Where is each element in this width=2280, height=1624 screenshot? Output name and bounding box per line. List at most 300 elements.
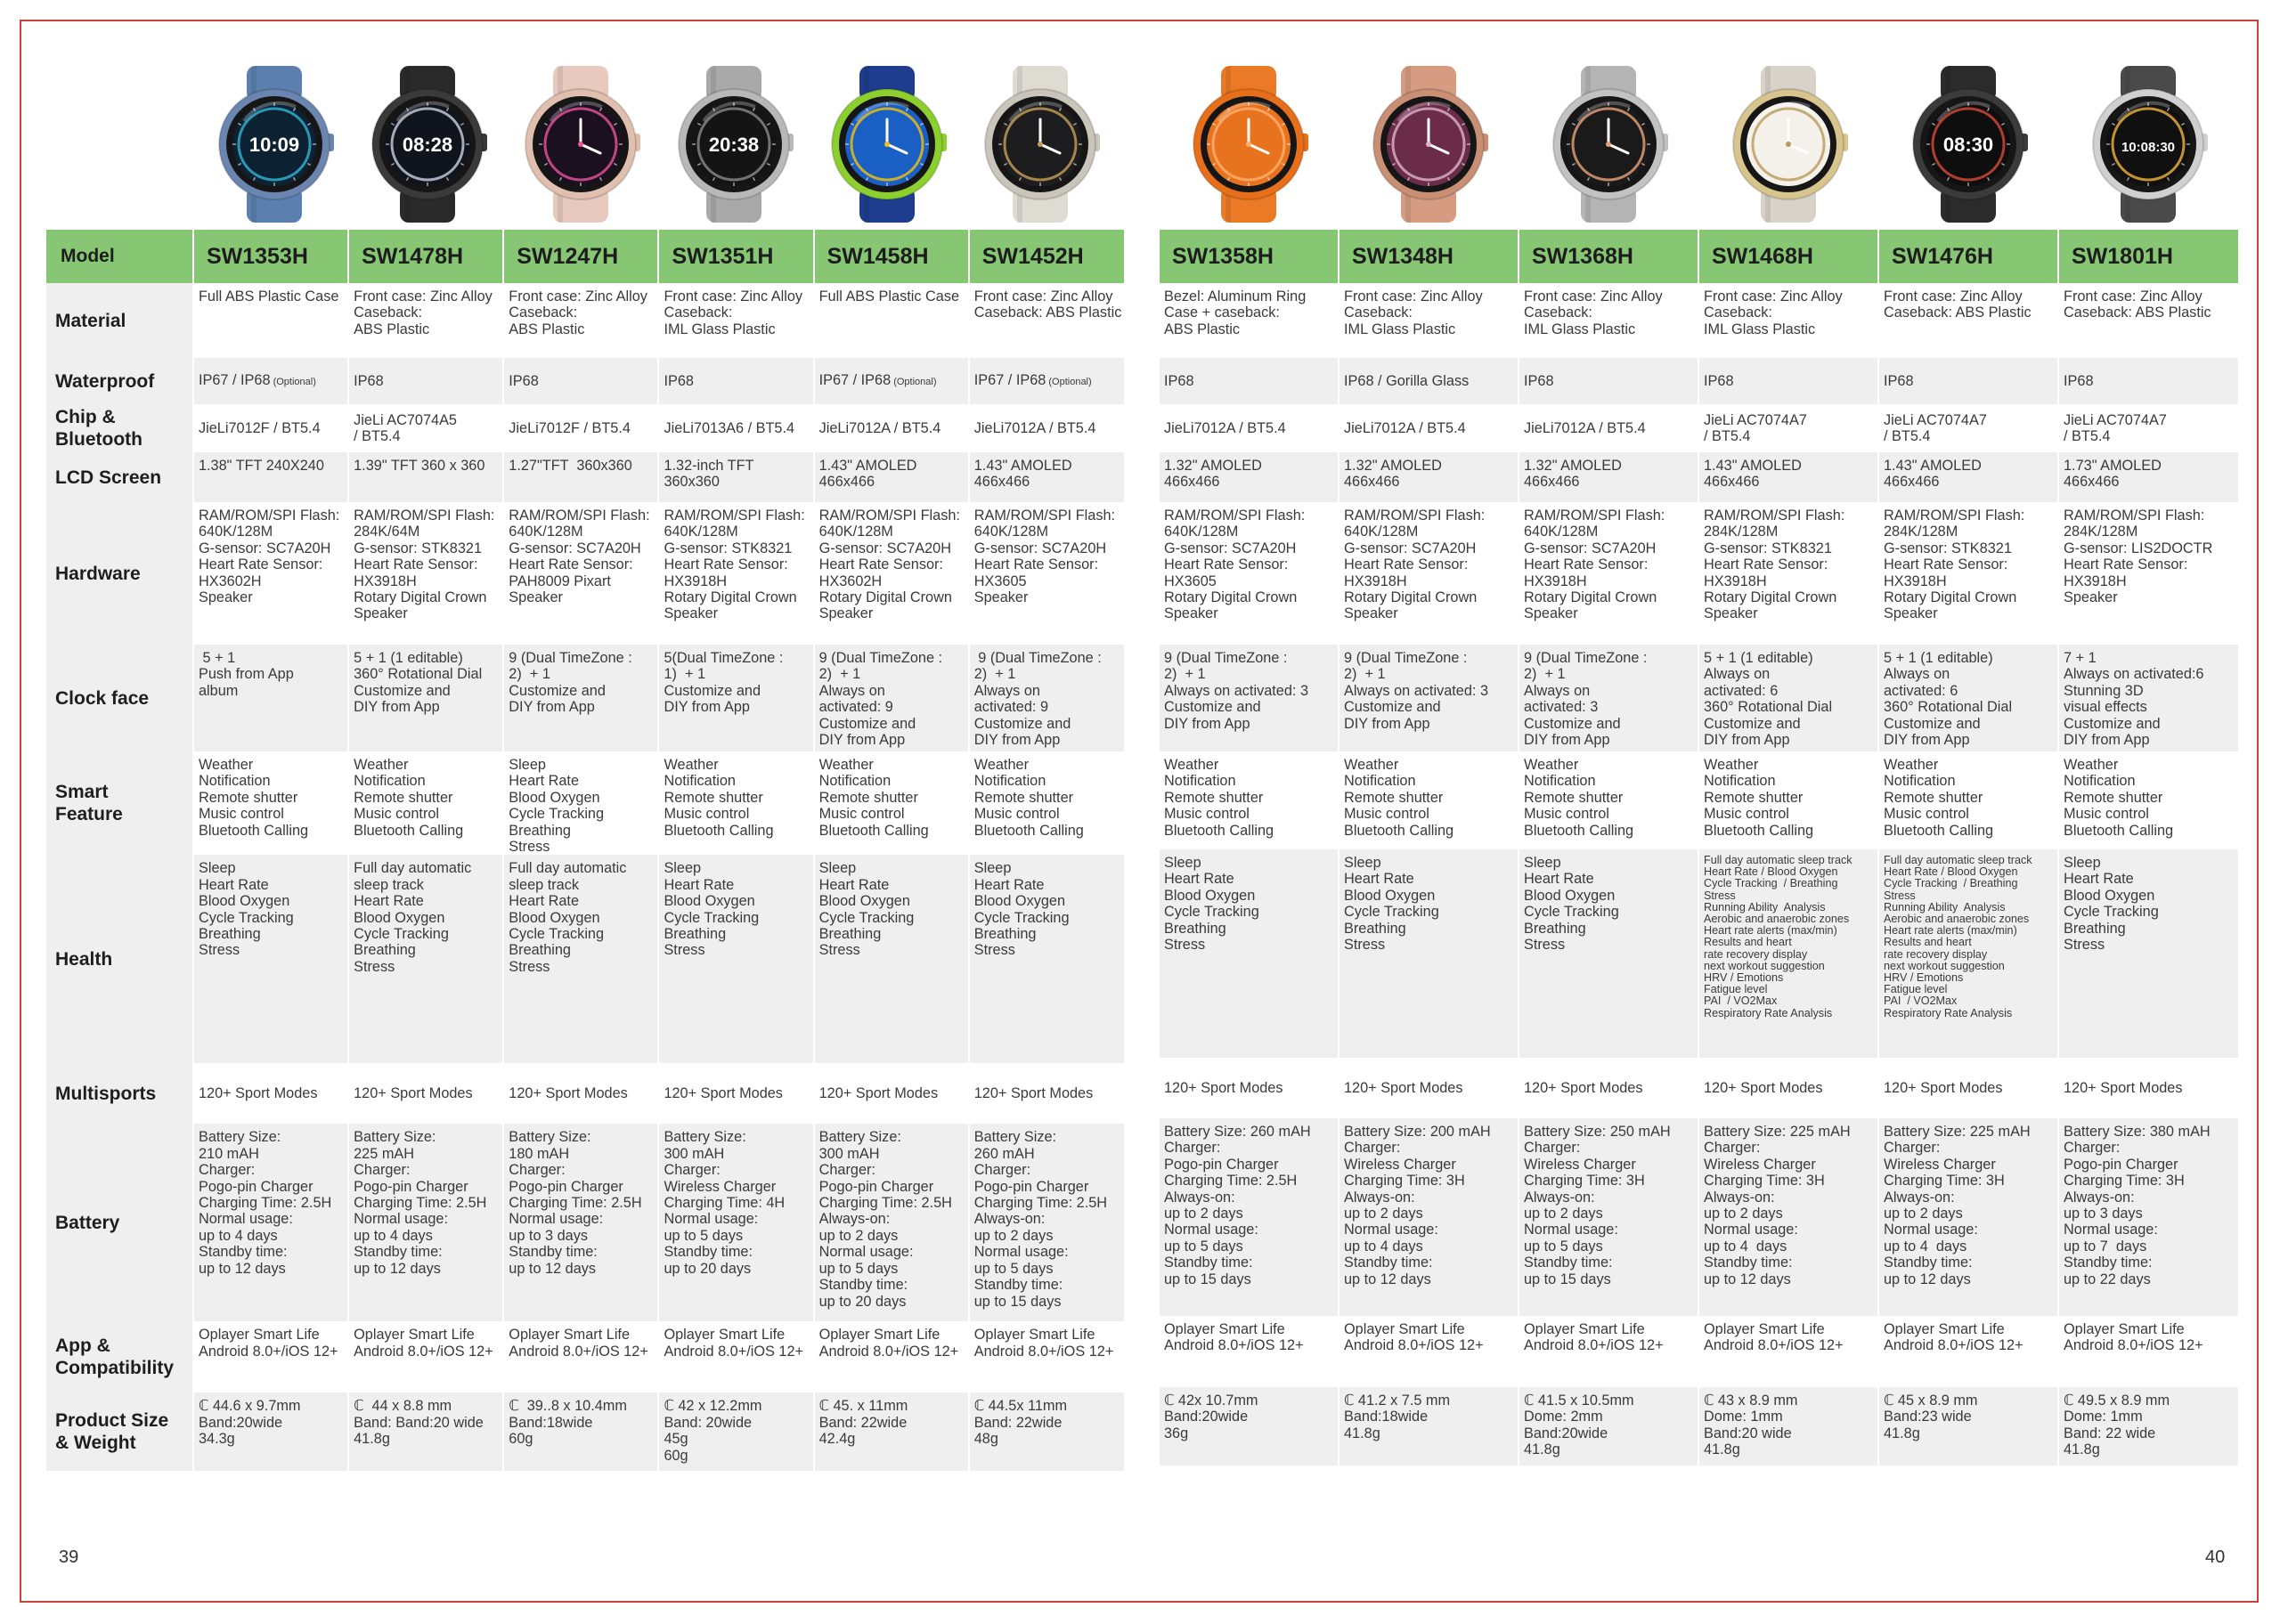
spec-app-compatibility-sw1247h (503, 1321, 658, 1393)
spec-hardware-sw1458h (814, 502, 969, 645)
spec-waterproof-sw1452h (969, 358, 1124, 404)
spec-material-sw1468h (1698, 283, 1878, 358)
spec-value: 120+ Sport Modes (818, 1085, 939, 1102)
spec-value: 1.73" AMOLED 466x466 (2064, 458, 2162, 491)
spec-value: IP67 / IP68 (973, 371, 1046, 388)
spec-table-right (1158, 230, 2238, 1466)
watch-illustration (1892, 66, 2043, 223)
spec-value: Battery Size: 260 mAH Charger: Pogo-pin Charger Charging Time: 2.5H Always-on: up to 2 days Normal usage: up to 5 days Standby time: up to 15 days (973, 1129, 1108, 1310)
spec-waterproof-sw1351h (658, 358, 813, 404)
watch-image-sw1801h (2072, 66, 2223, 223)
spec-value: 120+ Sport Modes (1164, 1079, 1283, 1096)
spec-clock-face-sw1358h (1159, 645, 1339, 751)
spec-value: IP67 / IP68 (198, 371, 271, 388)
spec-value: 1.39" TFT 360 x 360 (354, 458, 485, 474)
spec-value: 9 (Dual TimeZone : 2) + 1 Always on activated: 9 Customize and DIY from App (818, 650, 943, 749)
watch-face-time: 10:09 (248, 134, 300, 156)
spec-value: JieLi7012F / BT5.4 (509, 419, 631, 436)
spec-value: ℂ 42x 10.7mm Band:20wide 36g (1164, 1393, 1258, 1441)
spec-value: 9 (Dual TimeZone : 2) + 1 Customize and DIY from App (509, 650, 632, 716)
spec-material-sw1476h (1878, 283, 2058, 358)
spec-hardware-sw1468h (1698, 502, 1878, 645)
spec-value: Battery Size: 210 mAH Charger: Pogo-pin Charger Charging Time: 2.5H Normal usage: up to 4 days Standby time: up to 12 days (198, 1129, 332, 1277)
spec-hardware-sw1368h (1519, 502, 1698, 645)
spec-value: JieLi7012A / BT5.4 (1524, 419, 1646, 436)
spec-value: ℂ 43 x 8.9 mm Dome: 1mm Band:20 wide 41.8g (1704, 1393, 1798, 1458)
spec-value: Oplayer Smart Life Android 8.0+/iOS 12+ (509, 1327, 648, 1360)
spec-multisports-sw1348h (1339, 1058, 1519, 1118)
spec-value: RAM/ROM/SPI Flash: 640K/128M G-sensor: SC7A20H Heart Rate Sensor: HX3605 Rotary Digital Crown Speaker (1164, 508, 1306, 622)
watch-illustration (2072, 66, 2223, 223)
spec-chip-bluetooth-sw1478h (348, 404, 503, 452)
spec-battery-sw1353h (193, 1124, 348, 1321)
watch-image-sw1458h (810, 66, 962, 223)
spec-value: Oplayer Smart Life Android 8.0+/iOS 12+ (1524, 1321, 1664, 1354)
spec-smart-feature-sw1348h (1339, 751, 1519, 849)
spec-hardware-sw1247h (503, 502, 658, 645)
spec-smart-feature-sw1358h (1159, 751, 1339, 849)
spec-value: JieLi AC7074A7 / BT5.4 (2064, 411, 2167, 444)
watch-image-sw1476h (1892, 66, 2043, 223)
row-label-app-compatibility: App & Compatibility (45, 1321, 193, 1393)
spec-value: JieLi7012A / BT5.4 (973, 419, 1096, 436)
spec-lcd-screen-sw1368h (1519, 452, 1698, 502)
spec-battery-sw1468h (1698, 1118, 1878, 1316)
spec-value: Battery Size: 250 mAH Charger: Wireless Charger Charging Time: 3H Always-on: up to 2 days Normal usage: up to 5 days Standby time: up to 15 days (1524, 1124, 1671, 1287)
spec-value: 1.32" AMOLED 466x466 (1524, 458, 1622, 491)
spec-value: Front case: Zinc Alloy Caseback: ABS Plastic (354, 288, 493, 337)
spec-waterproof-sw1476h (1878, 358, 2058, 404)
spec-material-sw1358h (1159, 283, 1339, 358)
spec-material-sw1353h (193, 283, 348, 358)
spec-value: 1.27"TFT 360x360 (509, 458, 632, 474)
spec-app-compatibility-sw1452h (969, 1321, 1124, 1393)
watch-illustration (1532, 66, 1683, 223)
spec-value: Weather Notification Remote shutter Music control Bluetooth Calling (2064, 757, 2174, 839)
spec-value: Weather Notification Remote shutter Music control Bluetooth Calling (1704, 757, 1814, 839)
spec-value: Battery Size: 225 mAH Charger: Wireless Charger Charging Time: 3H Always-on: up to 2 days Normal usage: up to 4 days Standby time: up to 12 days (1704, 1124, 1851, 1287)
spec-material-sw1458h (814, 283, 969, 358)
spec-app-compatibility-sw1468h (1698, 1316, 1878, 1387)
spec-lcd-screen-sw1358h (1159, 452, 1339, 502)
spec-value: JieLi AC7074A7 / BT5.4 (1884, 411, 1987, 444)
spec-value: ℂ 45 x 8.9 mm Band:23 wide 41.8g (1884, 1393, 1978, 1441)
model-name-sw1476h: SW1476H (1878, 230, 2058, 283)
spec-clock-face-sw1452h (969, 645, 1124, 751)
model-name-sw1478h: SW1478H (348, 230, 503, 283)
spec-lcd-screen-sw1478h (348, 452, 503, 502)
spec-app-compatibility-sw1476h (1878, 1316, 2058, 1387)
spec-material-sw1478h (348, 283, 503, 358)
spec-chip-bluetooth-sw1247h (503, 404, 658, 452)
spec-value: 120+ Sport Modes (664, 1085, 783, 1102)
spec-multisports-sw1476h (1878, 1058, 2058, 1118)
spec-smart-feature-sw1468h (1698, 751, 1878, 849)
watch-illustration (351, 66, 502, 223)
waterproof-optional-note: (Optional) (270, 376, 316, 387)
spec-value: Full day automatic sleep track Heart Rate Blood Oxygen Cycle Tracking Breathing Stress (354, 860, 472, 975)
spec-value: IP68 (1884, 372, 1914, 389)
spec-health-sw1478h (348, 855, 503, 1063)
spec-battery-sw1452h (969, 1124, 1124, 1321)
spec-value: 5 + 1 (1 editable) Always on activated: 6 360° Rotational Dial Customize and DIY from App (1884, 650, 2013, 749)
spec-hardware-sw1476h (1878, 502, 2058, 645)
spec-smart-feature-sw1476h (1878, 751, 2058, 849)
spec-value: Front case: Zinc Alloy Caseback: IML Glass Plastic (664, 288, 803, 337)
spec-value: Full day automatic sleep track Heart Rate / Blood Oxygen Cycle Tracking / Breathing Stress Running Ability Analysis Aerobic and anaerobic zones Heart rate alerts (max/min) Results and heart rate recovery display next workout suggestion HRV / Emotions Fatigue level PAI / VO2Max Respiratory Rate Analysis (1884, 854, 2032, 1019)
spec-value: RAM/ROM/SPI Flash: 284K/128M G-sensor: STK8321 Heart Rate Sensor: HX3918H Rotary Digital Crown Speaker (1704, 508, 1845, 622)
spec-multisports-sw1452h (969, 1063, 1124, 1124)
spec-battery-sw1458h (814, 1124, 969, 1321)
spec-battery-sw1247h (503, 1124, 658, 1321)
spec-value: Weather Notification Remote shutter Music control Bluetooth Calling (818, 757, 929, 839)
spec-lcd-screen-sw1801h (2058, 452, 2238, 502)
spec-lcd-screen-sw1351h (658, 452, 813, 502)
spec-value: IP68 (1164, 372, 1194, 389)
spec-product-size-weight-sw1452h (969, 1393, 1124, 1471)
spec-value: IP68 (664, 372, 694, 389)
spec-value: JieLi AC7074A7 / BT5.4 (1704, 411, 1807, 444)
model-name-sw1353h: SW1353H (193, 230, 348, 283)
spec-lcd-screen-sw1247h (503, 452, 658, 502)
spec-value: Sleep Heart Rate Blood Oxygen Cycle Tracking Breathing Stress (2064, 855, 2159, 954)
spec-value: IP68 / Gorilla Glass (1344, 372, 1470, 389)
spec-value: Oplayer Smart Life Android 8.0+/iOS 12+ (664, 1327, 804, 1360)
spec-value: Front case: Zinc Alloy Caseback: ABS Plastic (509, 288, 647, 337)
spec-multisports-sw1351h (658, 1063, 813, 1124)
page-number-right: 40 (2205, 1547, 2226, 1567)
spec-health-sw1476h (1878, 849, 2058, 1058)
spec-value: IP68 (509, 372, 539, 389)
spec-value: JieLi7012A / BT5.4 (1164, 419, 1286, 436)
spec-value: Front case: Zinc Alloy Caseback: ABS Plastic (2064, 288, 2211, 321)
model-name-sw1452h: SW1452H (969, 230, 1124, 283)
spec-battery-sw1478h (348, 1124, 503, 1321)
spec-value: JieLi7012A / BT5.4 (1344, 419, 1466, 436)
spec-chip-bluetooth-sw1476h (1878, 404, 2058, 452)
spec-lcd-screen-sw1348h (1339, 452, 1519, 502)
spec-value: 1.43" AMOLED 466x466 (1704, 458, 1802, 491)
spec-product-size-weight-sw1458h (814, 1393, 969, 1471)
spec-value: Full ABS Plastic Case (198, 288, 339, 304)
spec-health-sw1452h (969, 855, 1124, 1063)
spec-app-compatibility-sw1801h (2058, 1316, 2238, 1387)
spec-material-sw1351h (658, 283, 813, 358)
spec-material-sw1452h (969, 283, 1124, 358)
spec-value: Battery Size: 225 mAH Charger: Wireless Charger Charging Time: 3H Always-on: up to 2 days Normal usage: up to 4 days Standby time: up to 12 days (1884, 1124, 2031, 1287)
spec-multisports-sw1801h (2058, 1058, 2238, 1118)
spec-material-sw1801h (2058, 283, 2238, 358)
spec-chip-bluetooth-sw1358h (1159, 404, 1339, 452)
spec-value: RAM/ROM/SPI Flash: 640K/128M G-sensor: SC7A20H Heart Rate Sensor: HX3602H Speaker (198, 508, 340, 606)
spec-chip-bluetooth-sw1348h (1339, 404, 1519, 452)
spec-value: Front case: Zinc Alloy Caseback: IML Glass Plastic (1704, 288, 1843, 337)
watch-illustration (1172, 66, 1323, 223)
row-label-clock-face: Clock face (45, 645, 193, 751)
spec-smart-feature-sw1452h (969, 751, 1124, 855)
spec-app-compatibility-sw1478h (348, 1321, 503, 1393)
model-name-sw1351h: SW1351H (658, 230, 813, 283)
spec-value: Sleep Heart Rate Blood Oxygen Cycle Tracking Breathing Stress (973, 860, 1070, 959)
spec-value: Battery Size: 260 mAH Charger: Pogo-pin Charger Charging Time: 2.5H Always-on: up to 2 days Normal usage: up to 5 days Standby time: up to 15 days (1164, 1124, 1311, 1287)
spec-value: 120+ Sport Modes (354, 1085, 473, 1102)
spec-health-sw1351h (658, 855, 813, 1063)
spec-waterproof-sw1458h (814, 358, 969, 404)
spec-clock-face-sw1348h (1339, 645, 1519, 751)
spec-waterproof-sw1478h (348, 358, 503, 404)
spec-hardware-sw1801h (2058, 502, 2238, 645)
spec-value: IP68 (1704, 372, 1734, 389)
spec-clock-face-sw1801h (2058, 645, 2238, 751)
spec-hardware-sw1358h (1159, 502, 1339, 645)
waterproof-optional-note: (Optional) (891, 376, 937, 387)
watch-image-sw1348h (1352, 66, 1503, 223)
spec-value: 1.43" AMOLED 466x466 (818, 458, 917, 491)
spec-value: RAM/ROM/SPI Flash: 640K/128M G-sensor: STK8321 Heart Rate Sensor: HX3918H Rotary Digital Crown Speaker (664, 508, 805, 622)
watch-image-sw1368h (1532, 66, 1683, 223)
spec-health-sw1801h (2058, 849, 2238, 1058)
spec-battery-sw1476h (1878, 1118, 2058, 1316)
spec-multisports-sw1353h (193, 1063, 348, 1124)
spec-health-sw1348h (1339, 849, 1519, 1058)
spec-product-size-weight-sw1353h (193, 1393, 348, 1471)
spec-value: JieLi7012A / BT5.4 (818, 419, 941, 436)
model-name-sw1358h: SW1358H (1159, 230, 1339, 283)
spec-value: 120+ Sport Modes (509, 1085, 628, 1102)
spec-clock-face-sw1476h (1878, 645, 2058, 751)
spec-value: RAM/ROM/SPI Flash: 284K/128M G-sensor: LIS2DOCTR Heart Rate Sensor: HX3918H Speaker (2064, 508, 2213, 606)
spec-value: 9 (Dual TimeZone : 2) + 1 Always on activated: 3 Customize and DIY from App (1344, 650, 1488, 732)
spec-value: Weather Notification Remote shutter Music control Bluetooth Calling (1344, 757, 1454, 839)
spec-clock-face-sw1368h (1519, 645, 1698, 751)
spec-value: 7 + 1 Always on activated:6 Stunning 3D visual effects Customize and DIY from App (2064, 650, 2204, 749)
spec-value: Oplayer Smart Life Android 8.0+/iOS 12+ (2064, 1321, 2203, 1354)
spec-value: Front case: Zinc Alloy Caseback: IML Glass Plastic (1344, 288, 1483, 337)
spec-value: Oplayer Smart Life Android 8.0+/iOS 12+ (973, 1327, 1114, 1360)
spec-value: Oplayer Smart Life Android 8.0+/iOS 12+ (1704, 1321, 1844, 1354)
spec-multisports-sw1458h (814, 1063, 969, 1124)
row-label-lcd-screen: LCD Screen (45, 452, 193, 502)
spec-value: 1.32-inch TFT 360x360 (664, 458, 754, 491)
spec-health-sw1247h (503, 855, 658, 1063)
spec-value: Sleep Heart Rate Blood Oxygen Cycle Tracking Breathing Stress (1344, 855, 1439, 954)
model-name-sw1368h: SW1368H (1519, 230, 1698, 283)
spec-value: 9 (Dual TimeZone : 2) + 1 Always on activated: 3 Customize and DIY from App (1164, 650, 1308, 732)
spec-value: 120+ Sport Modes (1884, 1079, 2003, 1096)
spec-product-size-weight-sw1476h (1878, 1387, 2058, 1466)
spec-chip-bluetooth-sw1468h (1698, 404, 1878, 452)
spec-app-compatibility-sw1458h (814, 1321, 969, 1393)
model-row-header: Model (45, 230, 193, 283)
watch-image-sw1247h (504, 66, 656, 223)
spec-waterproof-sw1368h (1519, 358, 1698, 404)
spec-value: Oplayer Smart Life Android 8.0+/iOS 12+ (354, 1327, 493, 1360)
spec-value: Sleep Heart Rate Blood Oxygen Cycle Tracking Breathing Stress (1524, 855, 1619, 954)
spec-clock-face-sw1468h (1698, 645, 1878, 751)
spec-value: 120+ Sport Modes (1524, 1079, 1643, 1096)
spec-value: Full day automatic sleep track Heart Rate / Blood Oxygen Cycle Tracking / Breathing Stress Running Ability Analysis Aerobic and anaerobic zones Heart rate alerts (max/min) Results and heart rate recovery display next workout suggestion HRV / Emotions Fatigue level PAI / VO2Max Respiratory Rate Analysis (1704, 854, 1852, 1019)
watch-illustration (964, 66, 1115, 223)
spec-value: Bezel: Aluminum Ring Case + caseback: ABS Plastic (1164, 288, 1307, 337)
spec-value: ℂ 42 x 12.2mm Band: 20wide 45g 60g (664, 1398, 762, 1464)
spec-chip-bluetooth-sw1452h (969, 404, 1124, 452)
spec-hardware-sw1348h (1339, 502, 1519, 645)
spec-value: Weather Notification Remote shutter Music control Bluetooth Calling (973, 757, 1084, 839)
spec-value: Battery Size: 225 mAH Charger: Pogo-pin Charger Charging Time: 2.5H Normal usage: up to 4 days Standby time: up to 12 days (354, 1129, 487, 1277)
spec-chip-bluetooth-sw1368h (1519, 404, 1698, 452)
spec-hardware-sw1353h (193, 502, 348, 645)
spec-waterproof-sw1247h (503, 358, 658, 404)
model-name-sw1468h: SW1468H (1698, 230, 1878, 283)
spec-smart-feature-sw1368h (1519, 751, 1698, 849)
spec-app-compatibility-sw1358h (1159, 1316, 1339, 1387)
spec-product-size-weight-sw1801h (2058, 1387, 2238, 1466)
waterproof-optional-note: (Optional) (1046, 376, 1092, 387)
watch-illustration (1352, 66, 1503, 223)
spec-battery-sw1801h (2058, 1118, 2238, 1316)
spec-value: RAM/ROM/SPI Flash: 640K/128M G-sensor: SC7A20H Heart Rate Sensor: HX3918H Rotary Digital Crown Speaker (1344, 508, 1486, 622)
watch-illustration (198, 66, 349, 223)
page-number-left: 39 (59, 1547, 79, 1567)
spec-value: 1.43" AMOLED 466x466 (1884, 458, 1982, 491)
spec-health-sw1458h (814, 855, 969, 1063)
model-name-sw1458h: SW1458H (814, 230, 969, 283)
spec-value: Weather Notification Remote shutter Music control Bluetooth Calling (1524, 757, 1634, 839)
spec-value: Sleep Heart Rate Blood Oxygen Cycle Tracking Breathing Stress (509, 757, 605, 856)
spec-waterproof-sw1353h (193, 358, 348, 404)
model-name-sw1801h: SW1801H (2058, 230, 2238, 283)
spec-hardware-sw1478h (348, 502, 503, 645)
spec-value: ℂ 41.2 x 7.5 mm Band:18wide 41.8g (1344, 1393, 1451, 1441)
spec-value: ℂ 41.5 x 10.5mm Dome: 2mm Band:20wide 41.8g (1524, 1393, 1634, 1458)
spec-product-size-weight-sw1468h (1698, 1387, 1878, 1466)
spec-value: Battery Size: 300 mAH Charger: Pogo-pin Charger Charging Time: 2.5H Always-on: up to 2 days Normal usage: up to 5 days Standby time: up to 20 days (818, 1129, 952, 1310)
spec-value: RAM/ROM/SPI Flash: 640K/128M G-sensor: SC7A20H Heart Rate Sensor: PAH8009 Pixart Speaker (509, 508, 650, 606)
spec-value: JieLi AC7074A5 / BT5.4 (354, 411, 457, 444)
spec-value: IP67 / IP68 (818, 371, 892, 388)
spec-app-compatibility-sw1368h (1519, 1316, 1698, 1387)
spec-value: RAM/ROM/SPI Flash: 284K/64M G-sensor: STK8321 Heart Rate Sensor: HX3918H Rotary Digital Crown Speaker (354, 508, 495, 622)
spec-clock-face-sw1458h (814, 645, 969, 751)
spec-product-size-weight-sw1247h (503, 1393, 658, 1471)
spec-waterproof-sw1348h (1339, 358, 1519, 404)
spec-value: 120+ Sport Modes (973, 1085, 1094, 1102)
spec-value: 1.38" TFT 240X240 (198, 458, 324, 474)
watch-image-sw1351h (657, 66, 809, 223)
watch-image-sw1478h (351, 66, 502, 223)
spec-chip-bluetooth-sw1801h (2058, 404, 2238, 452)
spec-table-left (45, 230, 1124, 1471)
row-label-health: Health (45, 855, 193, 1063)
spec-value: Full day automatic sleep track Heart Rate Blood Oxygen Cycle Tracking Breathing Stress (509, 860, 627, 975)
spec-value: Weather Notification Remote shutter Music control Bluetooth Calling (664, 757, 774, 839)
watch-face-time: 10:08:30 (2121, 140, 2176, 155)
spec-product-size-weight-sw1368h (1519, 1387, 1698, 1466)
model-name-sw1247h: SW1247H (503, 230, 658, 283)
spec-value: 5(Dual TimeZone : 1) + 1 Customize and DIY from App (664, 650, 784, 716)
spec-value: Weather Notification Remote shutter Music control Bluetooth Calling (198, 757, 309, 839)
spec-clock-face-sw1247h (503, 645, 658, 751)
spec-value: Sleep Heart Rate Blood Oxygen Cycle Tracking Breathing Stress (818, 860, 915, 959)
spec-battery-sw1368h (1519, 1118, 1698, 1316)
spec-value: ℂ 39..8 x 10.4mm Band:18wide 60g (509, 1398, 627, 1448)
spec-value: Battery Size: 200 mAH Charger: Wireless Charger Charging Time: 3H Always-on: up to 2 days Normal usage: up to 4 days Standby time: up to 12 days (1344, 1124, 1491, 1287)
spec-value: 120+ Sport Modes (198, 1085, 318, 1102)
spec-waterproof-sw1468h (1698, 358, 1878, 404)
spec-product-size-weight-sw1351h (658, 1393, 813, 1471)
spec-app-compatibility-sw1353h (193, 1321, 348, 1393)
spec-hardware-sw1452h (969, 502, 1124, 645)
watch-illustration (657, 66, 809, 223)
spec-value: RAM/ROM/SPI Flash: 640K/128M G-sensor: SC7A20H Heart Rate Sensor: HX3605 Speaker (973, 508, 1116, 606)
row-label-battery: Battery (45, 1124, 193, 1321)
spec-battery-sw1351h (658, 1124, 813, 1321)
watch-illustration (504, 66, 656, 223)
watch-image-sw1353h (198, 66, 349, 223)
spec-product-size-weight-sw1478h (348, 1393, 503, 1471)
spec-value: Oplayer Smart Life Android 8.0+/iOS 12+ (1884, 1321, 2024, 1354)
spec-material-sw1247h (503, 283, 658, 358)
row-label-smart-feature: Smart Feature (45, 751, 193, 855)
spec-value: IP68 (1524, 372, 1554, 389)
spec-app-compatibility-sw1348h (1339, 1316, 1519, 1387)
spec-battery-sw1358h (1159, 1118, 1339, 1316)
spec-lcd-screen-sw1468h (1698, 452, 1878, 502)
spec-hardware-sw1351h (658, 502, 813, 645)
spec-value: Oplayer Smart Life Android 8.0+/iOS 12+ (1164, 1321, 1304, 1354)
spec-lcd-screen-sw1458h (814, 452, 969, 502)
spec-battery-sw1348h (1339, 1118, 1519, 1316)
spec-value: 120+ Sport Modes (1344, 1079, 1463, 1096)
spec-chip-bluetooth-sw1458h (814, 404, 969, 452)
spec-value: Full ABS Plastic Case (818, 288, 960, 304)
spec-value: RAM/ROM/SPI Flash: 640K/128M G-sensor: SC7A20H Heart Rate Sensor: HX3918H Rotary Digital Crown Speaker (1524, 508, 1665, 622)
row-label-multisports: Multisports (45, 1063, 193, 1124)
spec-multisports-sw1478h (348, 1063, 503, 1124)
spec-value: Battery Size: 300 mAH Charger: Wireless Charger Charging Time: 4H Normal usage: up to 5 days Standby time: up to 20 days (664, 1129, 786, 1277)
spec-health-sw1368h (1519, 849, 1698, 1058)
spec-value: JieLi7012F / BT5.4 (198, 419, 321, 436)
spec-chip-bluetooth-sw1351h (658, 404, 813, 452)
spec-value: 9 (Dual TimeZone : 2) + 1 Always on activated: 3 Customize and DIY from App (1524, 650, 1648, 749)
spec-smart-feature-sw1351h (658, 751, 813, 855)
spec-clock-face-sw1478h (348, 645, 503, 751)
spec-product-size-weight-sw1348h (1339, 1387, 1519, 1466)
spec-clock-face-sw1351h (658, 645, 813, 751)
spec-value: Weather Notification Remote shutter Music control Bluetooth Calling (354, 757, 464, 839)
spec-material-sw1348h (1339, 283, 1519, 358)
spec-value: 1.32" AMOLED 466x466 (1344, 458, 1442, 491)
spec-value: Oplayer Smart Life Android 8.0+/iOS 12+ (818, 1327, 959, 1360)
spec-multisports-sw1368h (1519, 1058, 1698, 1118)
spec-value: IP68 (2064, 372, 2094, 389)
spec-app-compatibility-sw1351h (658, 1321, 813, 1393)
spec-value: IP68 (354, 372, 384, 389)
spec-value: RAM/ROM/SPI Flash: 640K/128M G-sensor: SC7A20H Heart Rate Sensor: HX3602H Rotary Digital Crown Speaker (818, 508, 960, 622)
spec-value: Oplayer Smart Life Android 8.0+/iOS 12+ (198, 1327, 338, 1360)
watch-illustration (810, 66, 962, 223)
watch-image-sw1468h (1712, 66, 1863, 223)
spec-material-sw1368h (1519, 283, 1698, 358)
spec-health-sw1358h (1159, 849, 1339, 1058)
spec-value: 9 (Dual TimeZone : 2) + 1 Always on activated: 9 Customize and DIY from App (973, 650, 1102, 749)
spec-value: 5 + 1 Push from App album (198, 650, 294, 699)
spec-value: Sleep Heart Rate Blood Oxygen Cycle Tracking Breathing Stress (198, 860, 294, 959)
spec-smart-feature-sw1478h (348, 751, 503, 855)
spec-value: Front case: Zinc Alloy Caseback: IML Glass Plastic (1524, 288, 1663, 337)
spec-value: 120+ Sport Modes (1704, 1079, 1823, 1096)
spec-value: Battery Size: 380 mAH Charger: Pogo-pin Charger Charging Time: 3H Always-on: up to 3 days Normal usage: up to 7 days Standby time: up to 22 days (2064, 1124, 2211, 1287)
